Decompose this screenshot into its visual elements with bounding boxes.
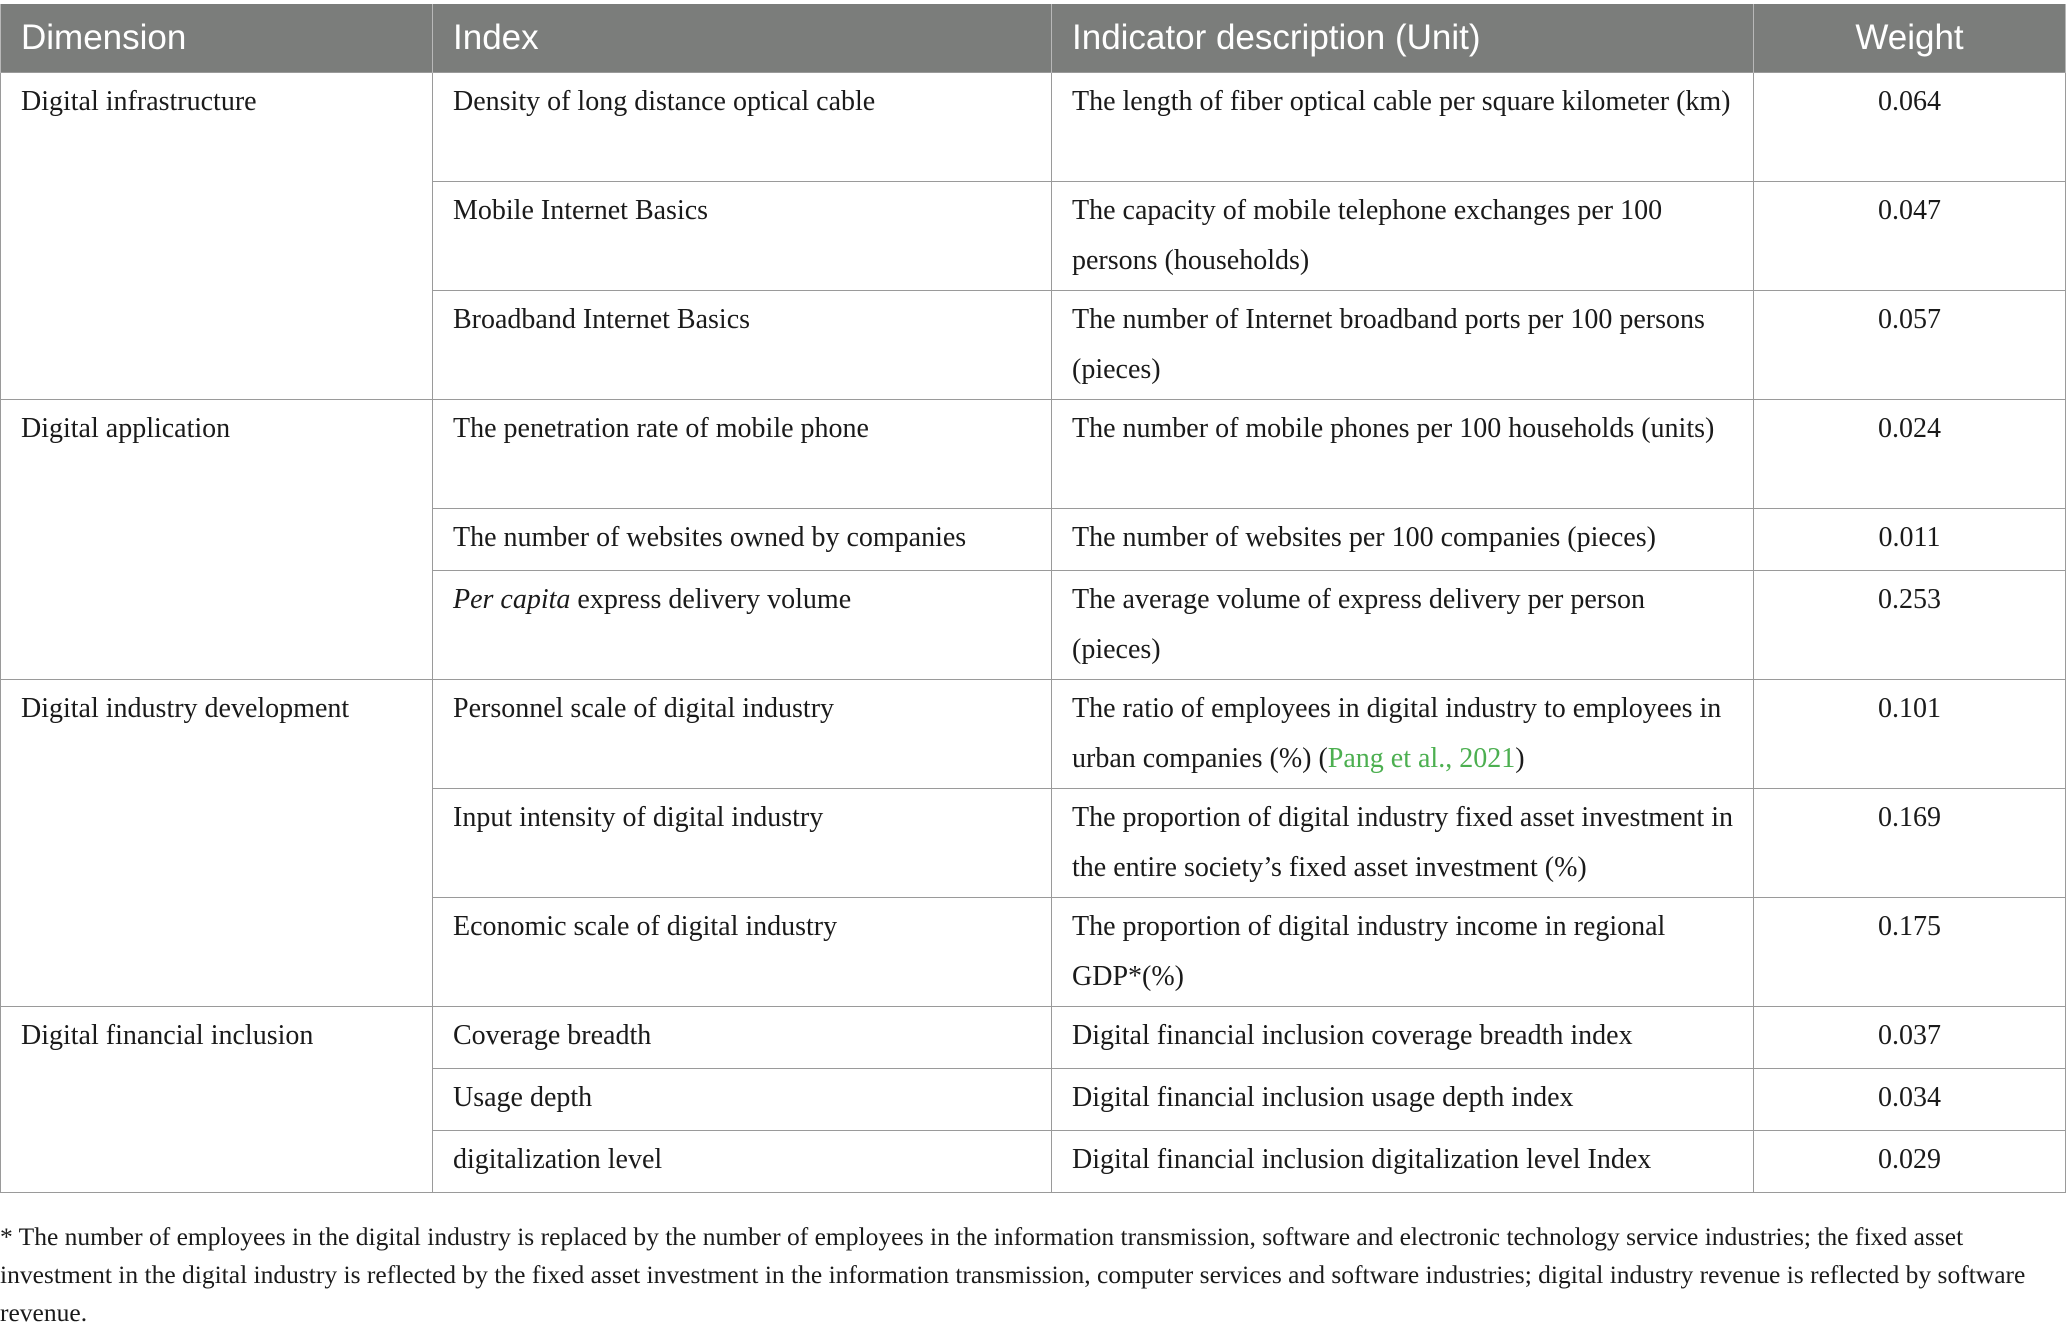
index-cell: Mobile Internet Basics: [433, 182, 1052, 291]
index-cell: [433, 571, 1052, 680]
description-cell: The number of websites per 100 companies (pieces): [1052, 509, 1754, 571]
citation-link[interactable]: Pang et al., 2021: [1327, 743, 1516, 774]
description-cell: The number of mobile phones per 100 households (units): [1052, 400, 1754, 509]
description-cell: The proportion of digital industry income in regional GDP*(%): [1052, 898, 1754, 1007]
description-tail: ): [1515, 743, 1525, 774]
weight-cell: 0.034: [1754, 1069, 2066, 1131]
index-text: express delivery volume: [570, 584, 852, 615]
index-cell: The number of websites owned by companies: [433, 509, 1052, 571]
index-cell: digitalization level: [433, 1131, 1052, 1193]
description-cell: The length of fiber optical cable per square kilometer (km): [1052, 73, 1754, 182]
index-cell: Density of long distance optical cable: [433, 73, 1052, 182]
description-cell: [1052, 680, 1754, 789]
description-cell: The average volume of express delivery per person (pieces): [1052, 571, 1754, 680]
table-row: [1, 1007, 2066, 1069]
table-row: [1, 680, 2066, 789]
header-index: Index: [433, 4, 1052, 73]
table-header: [1, 4, 2066, 73]
index-cell: Usage depth: [433, 1069, 1052, 1131]
indicator-table-container: [0, 4, 2067, 1193]
description-text: The ratio of employees in digital industry to employees in urban companies (%) (: [1072, 693, 1722, 774]
weight-cell: 0.029: [1754, 1131, 2066, 1193]
weight-cell: 0.253: [1754, 571, 2066, 680]
description-cell: Digital financial inclusion coverage breadth index: [1052, 1007, 1754, 1069]
table-body: [1, 73, 2066, 1193]
index-italic-text: Per capita: [453, 584, 571, 615]
table-footnote: * The number of employees in the digital industry is replaced by the number of employees in the information transmission, software and electronic technology service industries; the fixed asset investment in the digital industry is reflected by the fixed asset investment in the information transmission, computer services and software industries; digital industry revenue is reflected by software revenue.: [0, 1222, 2026, 1327]
weight-cell: 0.175: [1754, 898, 2066, 1007]
weight-cell: 0.169: [1754, 789, 2066, 898]
weight-cell: 0.064: [1754, 73, 2066, 182]
indicator-table: [0, 4, 2066, 1193]
dimension-cell: Digital industry development: [1, 680, 433, 1007]
weight-cell: 0.011: [1754, 509, 2066, 571]
weight-cell: 0.057: [1754, 291, 2066, 400]
index-cell: Broadband Internet Basics: [433, 291, 1052, 400]
header-weight: Weight: [1754, 4, 2066, 73]
description-cell: The proportion of digital industry fixed asset investment in the entire society’s fixed asset investment (%): [1052, 789, 1754, 898]
table-row: [1, 73, 2066, 182]
dimension-cell: Digital infrastructure: [1, 73, 433, 400]
index-cell: Economic scale of digital industry: [433, 898, 1052, 1007]
weight-cell: 0.037: [1754, 1007, 2066, 1069]
weight-cell: 0.024: [1754, 400, 2066, 509]
description-cell: Digital financial inclusion usage depth index: [1052, 1069, 1754, 1131]
header-description: Indicator description (Unit): [1052, 4, 1754, 73]
weight-cell: 0.047: [1754, 182, 2066, 291]
header-row: [1, 4, 2066, 73]
dimension-cell: Digital financial inclusion: [1, 1007, 433, 1193]
description-cell: The capacity of mobile telephone exchanges per 100 persons (households): [1052, 182, 1754, 291]
index-cell: The penetration rate of mobile phone: [433, 400, 1052, 509]
index-cell: Input intensity of digital industry: [433, 789, 1052, 898]
description-cell: The number of Internet broadband ports per 100 persons (pieces): [1052, 291, 1754, 400]
header-dimension: Dimension: [1, 4, 433, 73]
dimension-cell: Digital application: [1, 400, 433, 680]
description-cell: Digital financial inclusion digitalization level Index: [1052, 1131, 1754, 1193]
index-cell: Coverage breadth: [433, 1007, 1052, 1069]
table-row: [1, 400, 2066, 509]
weight-cell: 0.101: [1754, 680, 2066, 789]
index-cell: Personnel scale of digital industry: [433, 680, 1052, 789]
